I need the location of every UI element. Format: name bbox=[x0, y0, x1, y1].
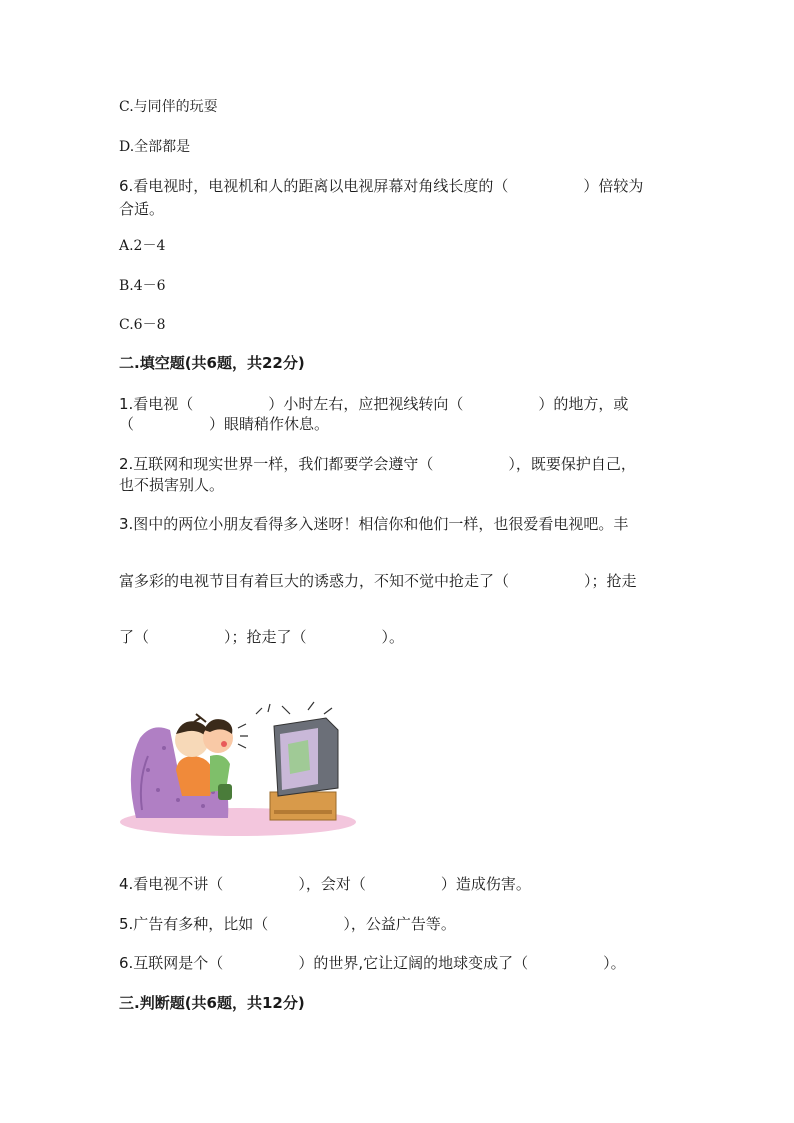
question-6-option-c: C.6－8 bbox=[119, 317, 166, 333]
question-6-text-cont: 合适。 bbox=[119, 200, 165, 218]
fill-question-3: 3.图中的两位小朋友看得多入迷呀！相信你和他们一样，也很爱看电视吧。丰 bbox=[119, 515, 629, 533]
fill-question-5: 5.广告有多种，比如（ ），公益广告等。 bbox=[119, 915, 456, 933]
fill-question-1: 1.看电视（ ）小时左右，应把视线转向（ ）的地方，或 bbox=[119, 395, 629, 413]
option-d-prev: D.全部都是 bbox=[119, 139, 191, 155]
fill-question-4: 4.看电视不讲（ ），会对（ ）造成伤害。 bbox=[119, 875, 531, 893]
question-6-option-b: B.4－6 bbox=[119, 278, 166, 294]
fill-question-2-cont: 也不损害别人。 bbox=[119, 476, 225, 494]
section-3-heading: 三.判断题(共6题，共12分) bbox=[119, 994, 305, 1012]
option-c-prev: C.与同伴的玩耍 bbox=[119, 99, 218, 115]
section-2-heading: 二.填空题(共6题，共22分) bbox=[119, 354, 305, 372]
child-body bbox=[176, 756, 214, 796]
children-watching-tv-illustration bbox=[118, 700, 360, 840]
question-6-text: 6.看电视时，电视机和人的距离以电视屏幕对角线长度的（ ）倍较为 bbox=[119, 177, 644, 195]
fill-question-6: 6.互联网是个（ ）的世界,它让辽阔的地球变成了（ ）。 bbox=[119, 954, 626, 972]
fill-question-3-cont2: 了（ ）；抢走了（ ）。 bbox=[119, 628, 405, 646]
fill-question-2: 2.互联网和现实世界一样，我们都要学会遵守（ ），既要保护自己， bbox=[119, 455, 636, 473]
fill-question-1-cont: （ ）眼睛稍作休息。 bbox=[119, 415, 330, 433]
question-6-option-a: A.2－4 bbox=[119, 238, 166, 254]
fill-question-3-cont: 富多彩的电视节目有着巨大的诱惑力，不知不觉中抢走了（ ）；抢走 bbox=[119, 572, 637, 590]
